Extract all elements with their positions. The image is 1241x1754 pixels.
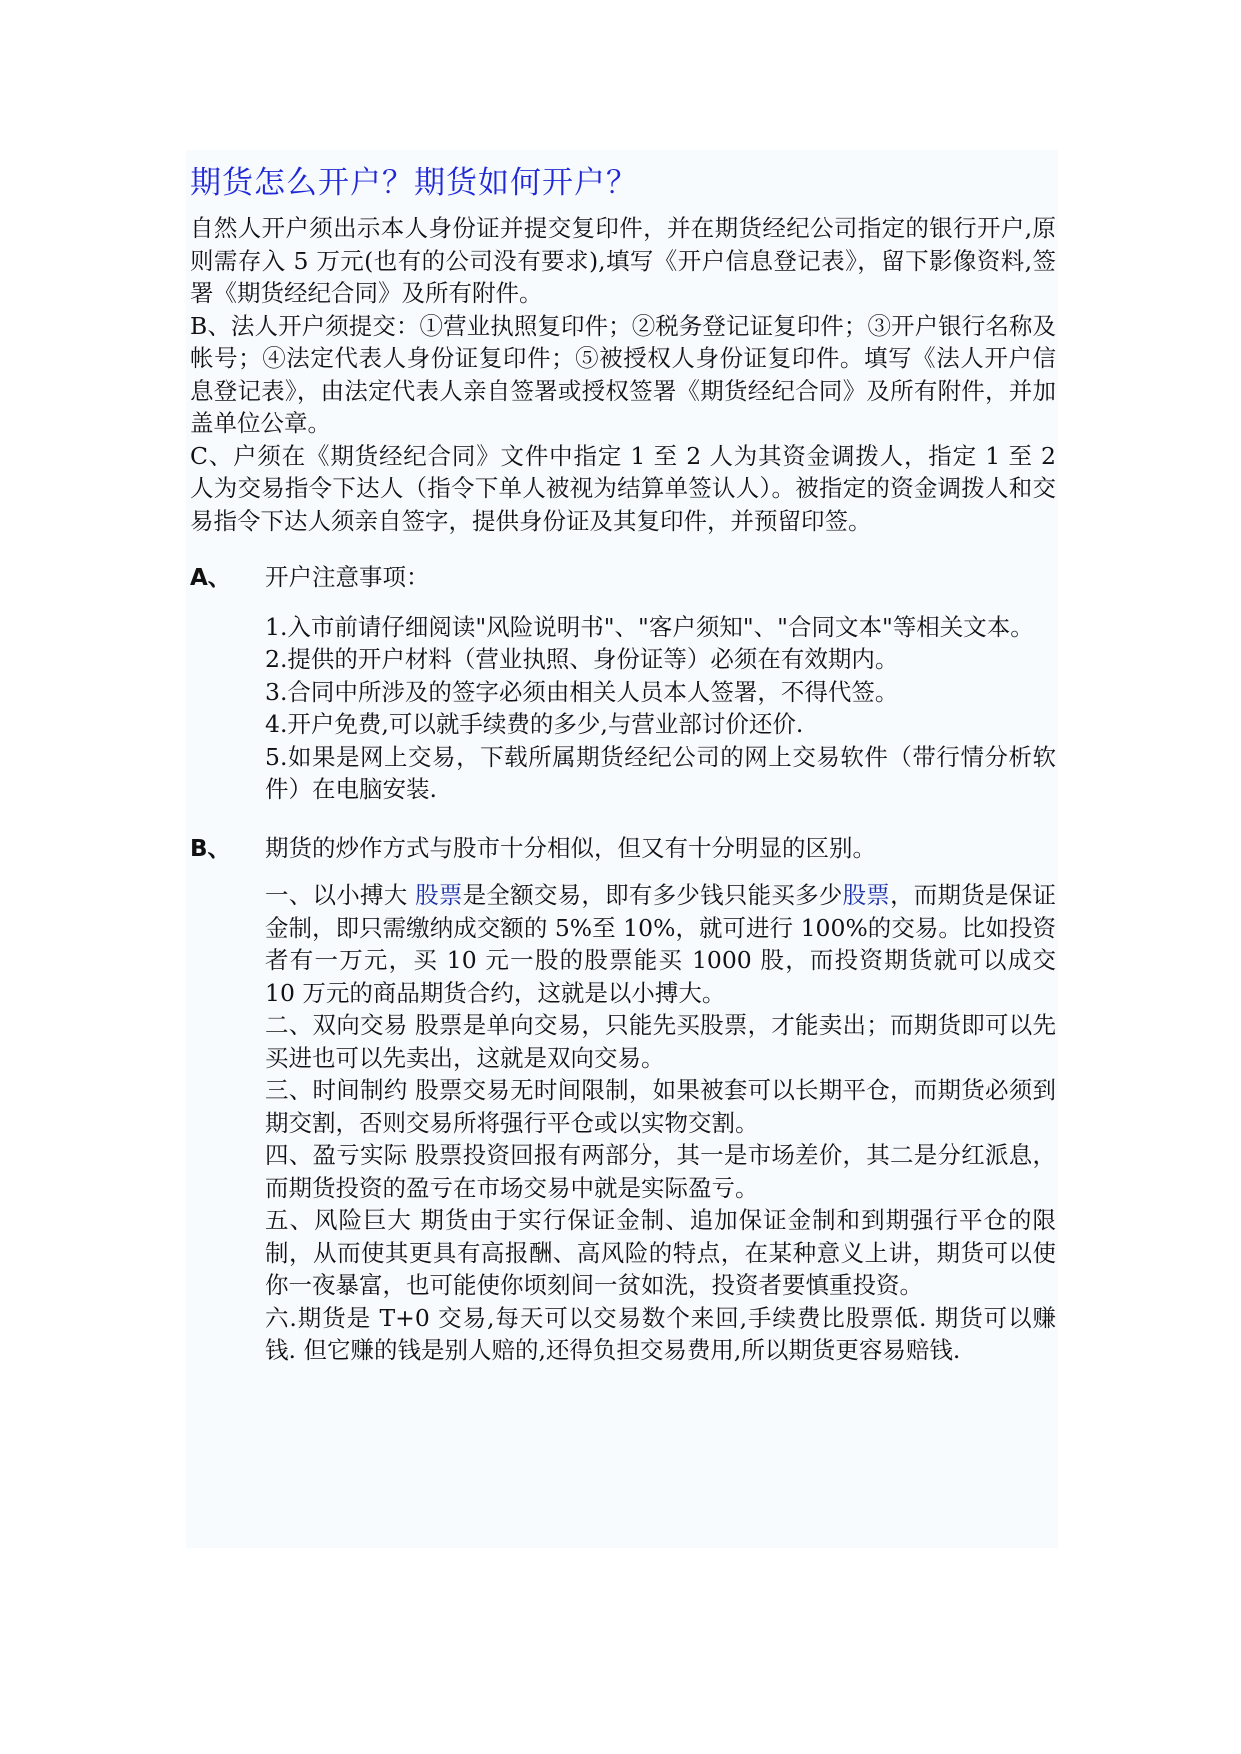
section-a-title: 开户注意事项： — [265, 563, 430, 591]
stock-keyword-link[interactable]: 股票 — [842, 881, 891, 909]
stock-keyword-link[interactable]: 股票 — [415, 881, 463, 909]
intro-paragraph-natural-person: 自然人开户须出示本人身份证并提交复印件，并在期货经纪公司指定的银行开户,原则需存入 5 万元(也有的公司没有要求),填写《开户信息登记表》，留下影像资料,签署《期货经纪合同》及所有附件。 — [190, 214, 1056, 307]
item-text: ，而期货是保证金制，即只需缴纳成交额的 5%至 10%，就可进行 100%的交易。比如投资者有一万元，买 10 元一股的股票能买 1000 股，而投资期货就可以成交 10 万元的商品期货合约，这就是以小搏大。 — [265, 881, 1057, 1007]
section-a-marker: A、 — [190, 565, 231, 591]
list-item: 六.期货是 T+0 交易,每天可以交易数个来回,手续费比股票低. 期货可以赚钱. 但它赚的钱是别人赔的,还得负担交易费用,所以期货更容易赔钱. — [265, 1303, 1056, 1364]
list-item: 四、盈亏实际 股票投资回报有两部分，其一是市场差价，其二是分红派息，而期货投资的盈亏在市场交易中就是实际盈亏。 — [265, 1141, 1056, 1202]
section-a-list — [265, 611, 1056, 806]
section-b-marker: B、 — [190, 835, 231, 862]
article — [190, 160, 1056, 1367]
section-b-title: 期货的炒作方式与股市十分相似，但又有十分明显的区别。 — [265, 833, 876, 862]
list-item: 3.合同中所涉及的签字必须由相关人员本人签署，不得代签。 — [265, 677, 899, 706]
intro-paragraph-designation: C、户须在《期货经纪合同》文件中指定 1 至 2 人为其资金调拨人，指定 1 至 2 人为交易指令下达人（指令下单人被视为结算单签认人）。被指定的资金调拨人和交易指令下达人须亲自签字，提供身份证及其复印件，并预留印签。 — [190, 441, 1056, 535]
list-item-leverage — [265, 879, 1056, 1009]
item-text: 是全额交易，即有多少钱只能买多少 — [462, 881, 843, 909]
list-item: 4.开户免费,可以就手续费的多少,与营业部讨价还价. — [265, 710, 804, 738]
list-item: 5.如果是网上交易，下载所属期货经纪公司的网上交易软件（带行情分析软件）在电脑安装. — [265, 742, 1056, 803]
list-item: 二、双向交易 股票是单向交易，只能先买股票，才能卖出；而期货即可以先买进也可以先卖出，这就是双向交易。 — [265, 1011, 1056, 1072]
section-a-heading — [190, 561, 1056, 595]
section-b-heading — [190, 832, 1056, 866]
list-item: 1.入市前请仔细阅读"风险说明书"、"客户须知"、"合同文本"等相关文本。 — [265, 612, 1034, 641]
page-title: 期货怎么开户？期货如何开户？ — [190, 165, 638, 201]
intro-paragraph-legal-person: B、法人开户须提交：①营业执照复印件；②税务登记证复印件；③开户银行名称及帐号；④法定代表人身份证复印件；⑤被授权人身份证复印件。填写《法人开户信息登记表》，由法定代表人亲自签署或授权签署《期货经纪合同》及所有附件，并加盖单位公章。 — [190, 311, 1056, 437]
item-text: 一、以小搏大 — [265, 881, 416, 909]
list-item: 三、时间制约 股票交易无时间限制，如果被套可以长期平仓，而期货必须到期交割，否则交易所将强行平仓或以实物交割。 — [265, 1076, 1056, 1137]
section-b-list — [265, 879, 1056, 1367]
list-item: 2.提供的开户材料（营业执照、身份证等）必须在有效期内。 — [265, 645, 899, 673]
list-item: 五、风险巨大 期货由于实行保证金制、追加保证金制和到期强行平仓的限制，从而使其更具有高报酬、高风险的特点，在某种意义上讲，期货可以使你一夜暴富，也可能使你顷刻间一贫如洗，投资者要慎重投资。 — [265, 1206, 1056, 1299]
